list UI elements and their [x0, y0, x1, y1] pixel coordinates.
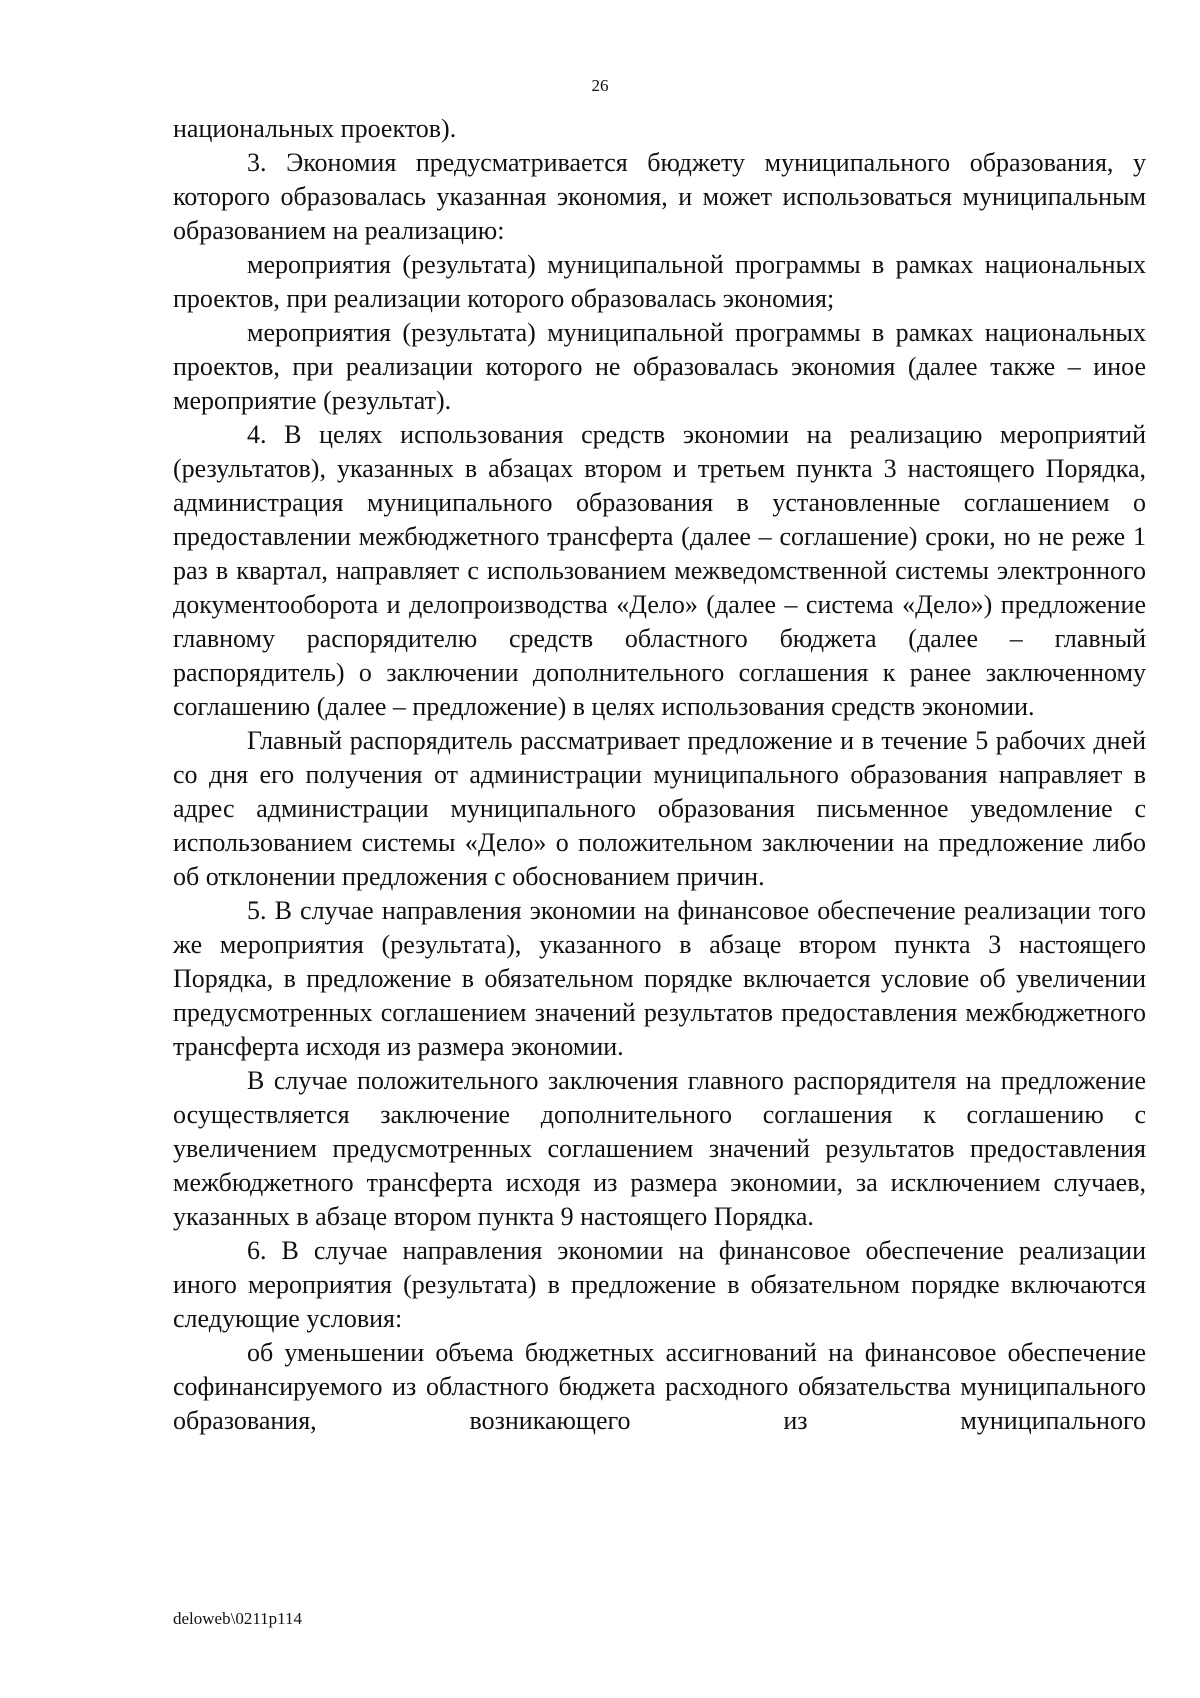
paragraph: 3. Экономия предусматривается бюджету муниципального образования, у которого образовалась указанная экономия, и может использоваться муниципальным образованием на реализацию: [173, 148, 1146, 245]
paragraph: мероприятия (результата) муниципальной программы в рамках национальных проектов, при реализации которого не образовалась экономия (далее также – иное мероприятие (результат). [173, 318, 1146, 415]
document-body [173, 112, 1146, 1438]
paragraph: мероприятия (результата) муниципальной программы в рамках национальных проектов, при реализации которого образовалась экономия; [173, 250, 1146, 313]
paragraph: 6. В случае направления экономии на финансовое обеспечение реализации иного мероприятия (результата) в предложение в обязательном порядке включаются следующие условия: [173, 1236, 1146, 1333]
paragraph: В случае положительного заключения главного распорядителя на предложение осуществляется заключение дополнительного соглашения к соглашению с увеличением предусмотренных соглашением значений результатов предоставления межбюджетного трансферта исходя из размера экономии, за исключением случаев, указанных в абзаце втором пункта 9 настоящего Порядка. [173, 1066, 1146, 1231]
document-code: deloweb\0211p114 [173, 1609, 303, 1628]
page-number: 26 [591, 76, 609, 95]
paragraph: об уменьшении объема бюджетных ассигнований на финансовое обеспечение софинансируемого из областного бюджета расходного обязательства муниципального образования, возникающего из муниципального [173, 1338, 1146, 1435]
paragraph: 4. В целях использования средств экономии на реализацию мероприятий (результатов), указанных в абзацах втором и третьем пункта 3 настоящего Порядка, администрация муниципального образования в установленные соглашением о предоставлении межбюджетного трансферта (далее – соглашение) сроки, но не реже 1 раз в квартал, направляет с использованием межведомственной системы электронного документооборота и делопроизводства «Дело» (далее – система «Дело») предложение главному распорядителю средств областного бюджета (далее – главный распорядитель) о заключении дополнительного соглашения к ранее заключенному соглашению (далее – предложение) в целях использования средств экономии. [173, 420, 1146, 721]
paragraph: 5. В случае направления экономии на финансовое обеспечение реализации того же мероприятия (результата), указанного в абзаце втором пункта 3 настоящего Порядка, в предложение в обязательном порядке включается условие об увеличении предусмотренных соглашением значений результатов предоставления межбюджетного трансферта исходя из размера экономии. [173, 896, 1146, 1061]
paragraph: Главный распорядитель рассматривает предложение и в течение 5 рабочих дней со дня его получения от администрации муниципального образования направляет в адрес администрации муниципального образования письменное уведомление с использованием системы «Дело» о положительном заключении на предложение либо об отклонении предложения с обоснованием причин. [173, 726, 1146, 891]
paragraph: национальных проектов). [173, 114, 457, 143]
